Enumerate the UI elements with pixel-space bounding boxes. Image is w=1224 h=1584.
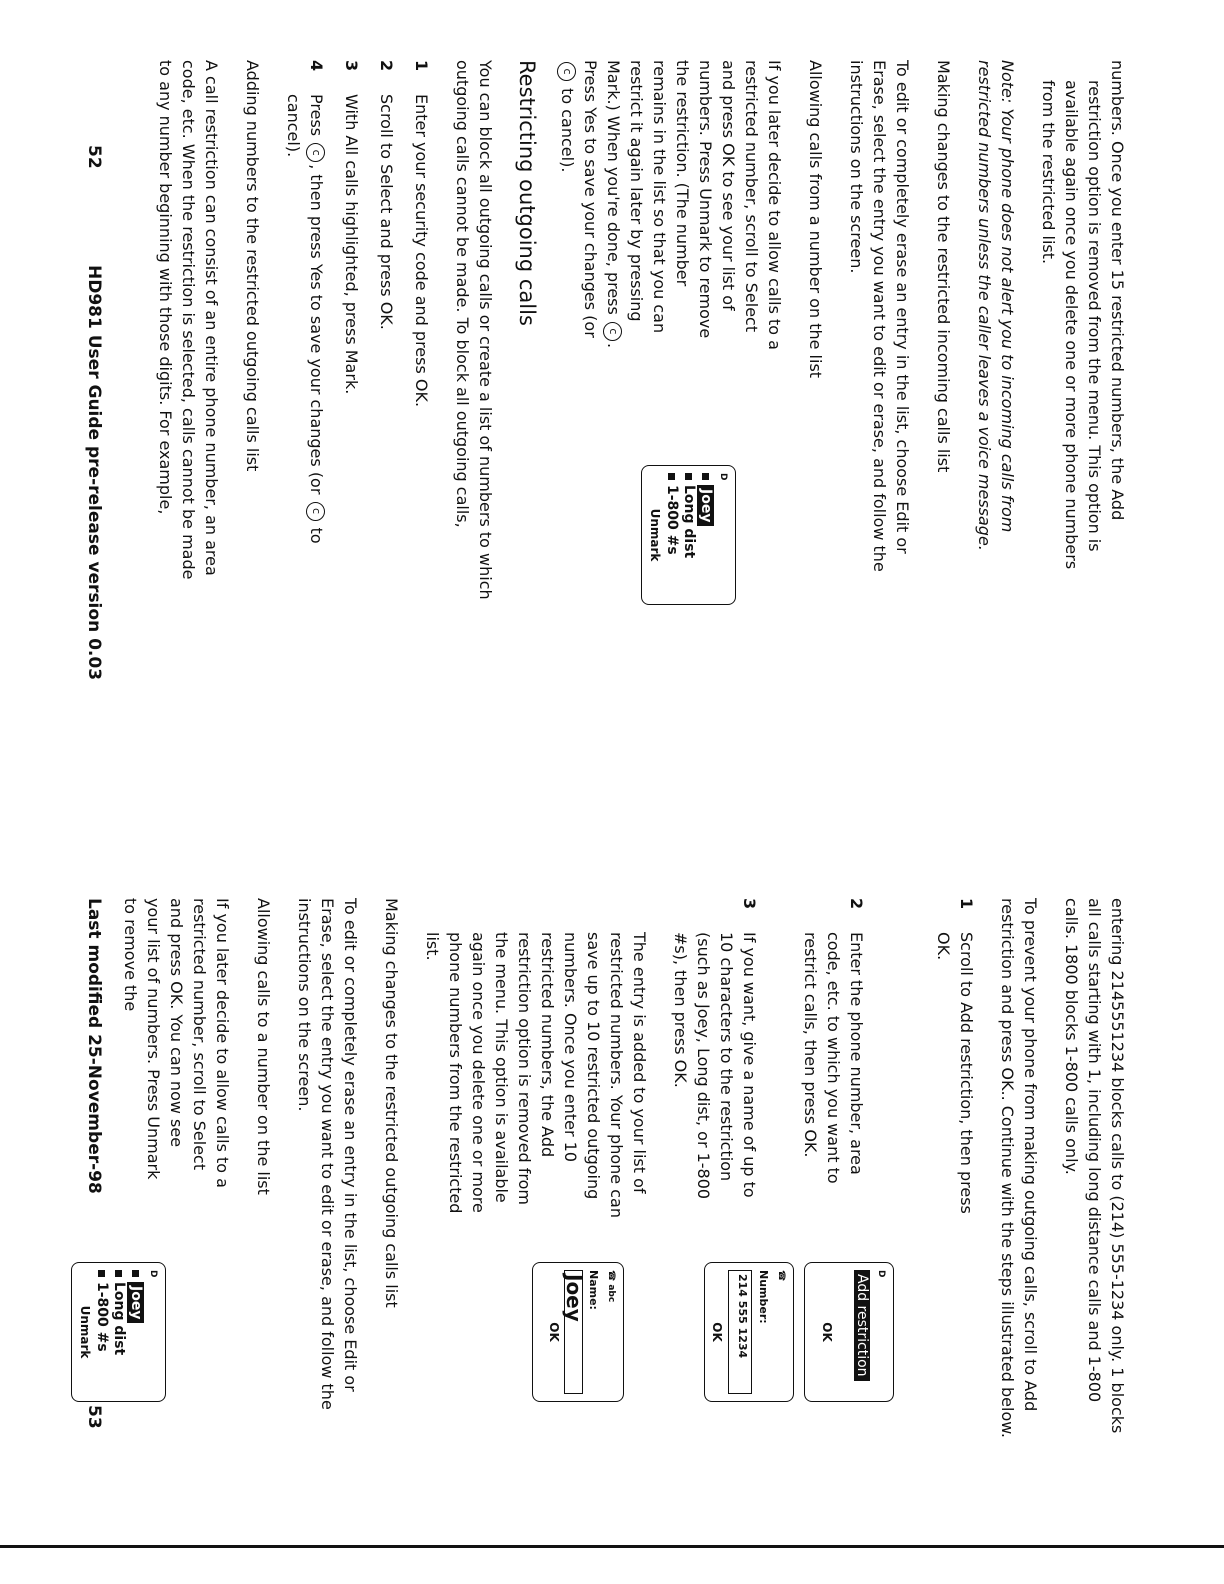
bullet-icon — [132, 1270, 139, 1277]
list-icon: D — [876, 1270, 886, 1278]
softkey-label: Unmark — [648, 508, 662, 562]
c-key-icon: c — [603, 322, 622, 341]
c-key-icon: c — [557, 62, 576, 81]
step-text: Scroll to Add restriction, then press OK. — [934, 932, 976, 1214]
page-number-right: 53 — [84, 1405, 104, 1429]
step-text: , then press Yes to save your changes (or — [307, 164, 326, 495]
softkey-label: OK — [710, 1322, 724, 1342]
bullet-icon — [115, 1270, 122, 1277]
phone-screen-add-restriction — [804, 1262, 894, 1402]
bullet-icon — [668, 473, 675, 480]
making-changes-text: To edit or completely erase an entry in the list, choose Edit or Erase, select the entry you want to edit or erase, and follow the instructions on the screen. — [295, 898, 360, 1410]
list-icon: D — [718, 473, 728, 481]
phone-icon: ☎ abc — [606, 1270, 616, 1303]
allowing-text-1: If you later decide to allow calls to a restricted number, scroll to Select and press OK to see your list of numbers. Press Unmark to remove the restriction. (The number remains in the list so that you can restrict it again later by pressing Mark.) When you're done, press — [604, 60, 784, 350]
list-item-label: Long dist — [681, 485, 697, 559]
right-intro: entering 2145551234 blocks calls to (214) 555-1234 only. 1 blocks all calls starting with 1, including long distance calls and 1-800 calls. 1800 blocks 1-800 calls only. — [1062, 898, 1127, 1434]
outgoing-steps — [282, 60, 433, 600]
bullet-icon — [702, 473, 709, 480]
added-text: The entry is added to your list of restricted numbers. Your phone can save up to 10 restricted outgoing numbers. Once you enter 10 restricted numbers, the Add restriction option is removed from the menu. This option is available again once you delete one or more phone numbers from the restricted list. — [423, 932, 649, 1218]
step-text: Enter your security code and press OK. — [412, 94, 431, 408]
allowing-text-2: . Press Yes to save your changes (or — [581, 60, 623, 349]
note-text: Note: Your phone does not alert you to incoming calls from restricted numbers unless the caller leaves a voice message. — [975, 60, 1017, 551]
note — [973, 60, 1019, 600]
step-text: Press — [307, 94, 326, 137]
softkey-label: OK — [820, 1322, 834, 1342]
softkey-label: OK — [547, 1322, 561, 1342]
list-item-label: 1-800 #s — [94, 1282, 110, 1352]
list-item — [93, 1270, 110, 1394]
list-item — [773, 898, 868, 1222]
intro-continued: numbers. Once you enter 15 restricted numbers, the Add restriction option is removed from the menu. This option is available again once you delete one or more phone numbers from the restricted list. — [1039, 60, 1127, 570]
step-number: 3 — [342, 60, 361, 72]
footer-left: HD981 User Guide pre-release version 0.03 — [84, 265, 104, 681]
c-key-icon: c — [306, 143, 325, 162]
list-item — [127, 1270, 144, 1394]
number-field — [728, 1270, 752, 1394]
scan-edge-line — [0, 1545, 1224, 1548]
section-intro: You can block all outgoing calls or create a list of numbers to which outgoing calls cannot be made. To block all outgoing calls, — [453, 60, 495, 600]
allowing-text: If you later decide to allow calls to a restricted number, scroll to Select and press OK. You can now see your list of numbers. Press Unmark to remove the — [121, 898, 232, 1188]
allowing-heading: Allowing calls from a number on the list — [806, 60, 825, 379]
list-item — [282, 60, 328, 600]
field-label: Number: — [757, 1270, 770, 1324]
step-number: 4 — [307, 60, 326, 72]
step-text: to cancel). — [284, 94, 326, 544]
step-number: 2 — [847, 898, 866, 910]
list-item-label: Joey — [127, 1282, 144, 1323]
list-icon: D — [148, 1270, 158, 1278]
step-number: 3 — [740, 898, 759, 910]
step-text: Scroll to Select and press OK. — [377, 94, 396, 330]
adding-heading: Adding numbers to the restricted outgoing calls list — [243, 60, 262, 472]
list-item-label: 1-800 #s — [664, 485, 680, 555]
list-item — [110, 1270, 127, 1394]
number-value: 214 555 1234 — [736, 1274, 749, 1359]
name-field — [562, 1270, 586, 1394]
name-value: Joey — [562, 1274, 586, 1322]
bullet-icon — [685, 473, 692, 480]
phone-screen-restricted-list — [641, 465, 736, 605]
left-page — [136, 60, 1129, 600]
list-item — [680, 473, 697, 597]
step-text: If you want, give a name of up to 10 characters to the restriction (such as Joey, Long dist, or 1-800 #s), then press OK. — [671, 932, 759, 1200]
phone-icon: ☎ — [776, 1270, 786, 1282]
list-item-label: Long dist — [111, 1282, 127, 1356]
phone-screen-number-entry — [704, 1262, 794, 1402]
allowing-text — [556, 60, 786, 350]
step-text: With All calls highlighted, press Mark. — [342, 94, 361, 395]
phone-screen-name-entry — [532, 1262, 624, 1402]
list-item — [375, 60, 398, 600]
prevent-text: To prevent your phone from making outgoing calls, scroll to Add restriction and press OK.. Continue with the steps illustrated below. — [998, 898, 1040, 1438]
list-item — [880, 898, 978, 1222]
step-number: 2 — [377, 60, 396, 72]
allowing-heading: Allowing calls to a number on the list — [254, 898, 273, 1195]
making-changes-heading: Making changes to the restricted outgoing calls list — [382, 898, 401, 1308]
phone-screen-restricted-list — [71, 1262, 166, 1402]
page-number-left: 52 — [84, 145, 104, 169]
list-item — [697, 473, 714, 597]
making-changes-text: To edit or completely erase an entry in the list, choose Edit or Erase, select the entry you want to edit or erase, and follow the instructions on the screen. — [847, 60, 912, 572]
allowing-text-3: to cancel). — [558, 88, 577, 173]
field-label: Name: — [587, 1270, 600, 1310]
bullet-icon — [98, 1270, 105, 1277]
list-item-label: Joey — [697, 485, 714, 526]
list-item — [663, 473, 680, 597]
section-title: Restricting outgoing calls — [515, 60, 539, 326]
list-item — [340, 60, 363, 600]
adding-text: A call restriction can consist of an entire phone number, an area code, etc. When the restriction is selected, calls cannot be made to any number beginning with those digits. For example, — [156, 60, 221, 580]
footer-right: Last modified 25-November-98 — [84, 898, 104, 1194]
step-number: 1 — [957, 898, 976, 910]
c-key-icon: c — [306, 502, 325, 521]
making-changes-heading: Making changes to the restricted incoming calls list — [934, 60, 953, 473]
list-item — [669, 898, 761, 1222]
softkey-label: Unmark — [78, 1305, 92, 1359]
list-item — [410, 60, 433, 600]
step-number: 1 — [412, 60, 431, 72]
menu-item — [853, 1270, 870, 1394]
step-text: Enter the phone number, area code, etc. to which you want to restrict calls, then press OK. — [801, 932, 866, 1184]
menu-item-label: Add restriction — [854, 1270, 870, 1381]
